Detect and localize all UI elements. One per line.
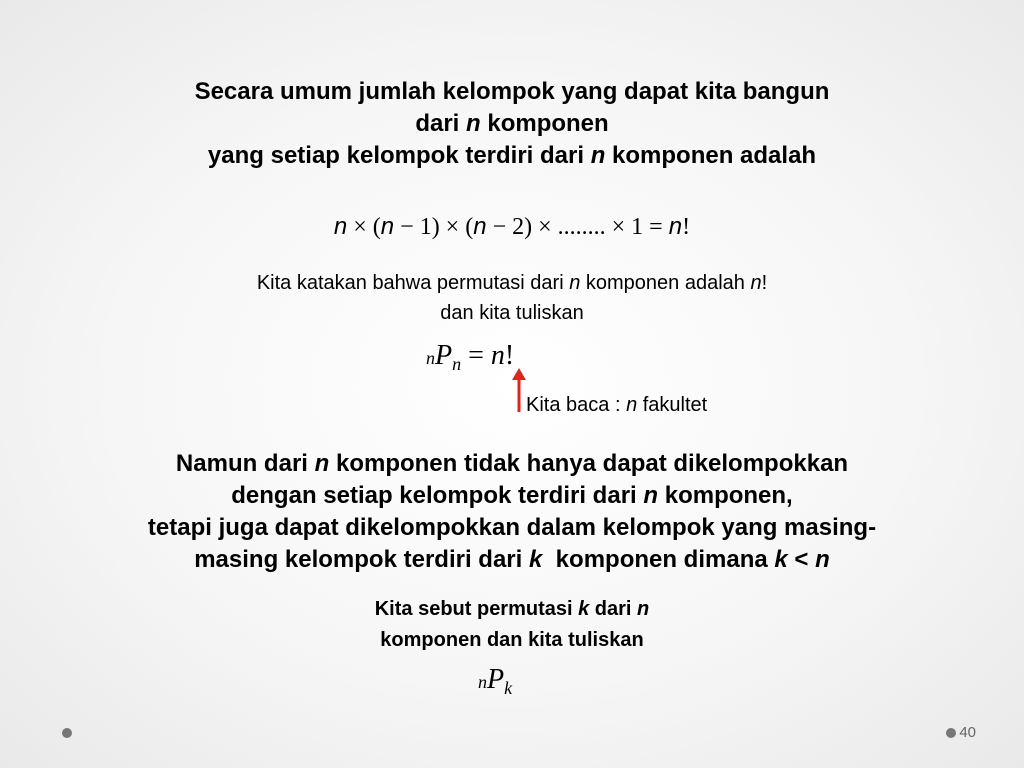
left-bullet-dot <box>62 728 72 738</box>
para3-line-2: komponen dan kita tuliskan <box>380 629 644 651</box>
factorial-formula: n × (n − 1) × (n − 2) × ........ × 1 = n! <box>333 213 691 240</box>
para3-line-1: Kita sebut permutasi k dari n <box>374 598 650 620</box>
permutation-statement <box>0 268 1024 328</box>
para2-line-3: tetapi juga dapat dikelompokkan dalam kelompok yang masing- <box>147 514 877 541</box>
permutation-k-paragraph <box>0 594 1024 656</box>
para2-line-1: Namun dari n komponen tidak hanya dapat dikelompokkan <box>175 450 849 477</box>
npk-formula: $nP_k$ <box>478 664 513 698</box>
intro-line-1: Secara umum jumlah kelompok yang dapat kita bangun <box>194 78 830 105</box>
intro-line-3: yang setiap kelompok terdiri dari n komponen adalah <box>207 142 817 169</box>
right-bullet-dot <box>946 728 956 738</box>
para2-line-4: masing kelompok terdiri dari k komponen dimana k < n <box>194 546 830 573</box>
slide-number: 40 <box>959 724 976 741</box>
factorial-annotation: Kita baca : n fakultet <box>526 394 708 416</box>
intro-heading <box>0 76 1024 172</box>
intro-line-2: dari n komponen <box>415 110 609 137</box>
para2-line-2: dengan setiap kelompok terdiri dari n komponen, <box>231 482 793 509</box>
statement-line-2: dan kita tuliskan <box>440 302 584 324</box>
grouping-paragraph <box>0 448 1024 576</box>
npn-formula: $nP_n = n$! <box>426 340 515 374</box>
statement-line-1: Kita katakan bahwa permutasi dari n komponen adalah n! <box>256 272 768 294</box>
